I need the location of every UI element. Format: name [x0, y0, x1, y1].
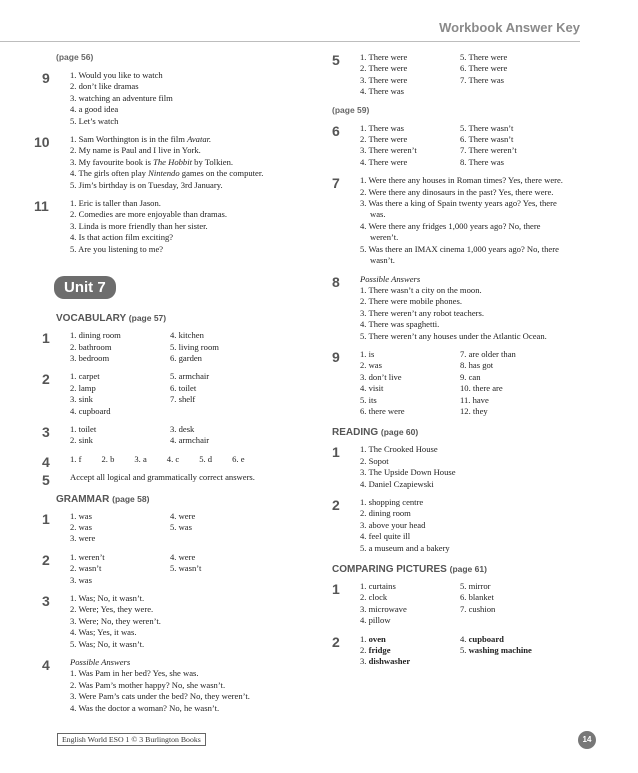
answer-line: 4. armchair: [170, 435, 210, 446]
answer-line: 2. wasn’t: [70, 563, 102, 574]
possible-answers-heading: Possible Answers: [70, 657, 131, 668]
answer-line: 4. pillow: [360, 615, 391, 626]
answer-line: weren’t.: [370, 232, 399, 243]
answer-item: 2. b: [101, 453, 115, 464]
exercise-number: 1: [42, 330, 50, 347]
answer-line: 7. There weren’t: [460, 145, 517, 156]
answer-line: 7. shelf: [170, 394, 196, 405]
answer-line: 4. Was; Yes, it was.: [70, 627, 137, 638]
answer-line: 2. dining room: [360, 508, 411, 519]
exercise-number: 5: [42, 472, 50, 489]
answer-line: 5. armchair: [170, 371, 210, 382]
answer-line: wasn’t.: [370, 255, 395, 266]
answer-line: 4. There was: [360, 86, 404, 97]
answer-line: 4. feel quite ill: [360, 531, 411, 542]
exercise-number: 5: [332, 52, 340, 68]
answer-line: 4. Were there any fridges 1,000 years ago? No, there: [360, 220, 541, 231]
exercise-11: [34, 198, 317, 255]
answer-line: 3. sink: [70, 394, 93, 405]
answer-line: 1. oven: [360, 633, 386, 644]
vocab-exercise-2: [42, 371, 317, 417]
answer-line: 2. was: [70, 521, 92, 532]
answer-line: 8. has got: [460, 360, 494, 371]
exercise-10: [34, 134, 317, 191]
answer-line: 5. Jim’s birthday is on Tuesday, 3rd January.: [70, 179, 223, 190]
exercise-8: [332, 274, 597, 342]
answer-line: 5. its: [360, 394, 377, 405]
comparing-exercise-2: [332, 634, 597, 668]
answer-line: 2. Comedies are more enjoyable than dramas.: [70, 209, 228, 220]
exercise-6: [332, 123, 597, 169]
answer-line: 3. There weren’t: [360, 145, 417, 156]
answer-line: 5. Was; No, it wasn’t.: [70, 638, 145, 649]
answer-line: 1. weren’t: [70, 551, 105, 562]
answer-line: 1. was: [70, 510, 92, 521]
answer-item: 1. f: [70, 453, 82, 464]
answer-line: 4. The girls often play Nintendo games on the computer.: [70, 168, 264, 179]
answer-line: 4. Daniel Czapiewski: [360, 478, 434, 489]
answer-line: 3. There weren’t any robot teachers.: [360, 307, 485, 318]
answer-line: 2. don’t like dramas: [70, 81, 139, 92]
answer-line: 1. Would you like to watch: [70, 70, 163, 80]
answer-line: 3. There were: [360, 74, 408, 85]
right-column: [332, 52, 597, 675]
answer-line: 11. have: [460, 394, 489, 405]
grammar-exercise-4: [42, 657, 317, 714]
answer-line: 7. are older than: [460, 348, 516, 359]
answer-line: 5. There were: [460, 52, 508, 62]
header-rule: [0, 41, 580, 42]
answer-line: 2. There were: [360, 134, 408, 145]
exercise-number: 10: [34, 134, 50, 151]
answer-line: 1. Sam Worthington is in the film Avatar.: [70, 134, 212, 145]
answer-line: 2. lamp: [70, 382, 96, 393]
answer-line: 1. There wasn’t a city on the moon.: [360, 284, 482, 295]
answer-line: 5. Was there an IMAX cinema 1,000 years ago? No, there: [360, 243, 559, 254]
reading-exercise-2: [332, 497, 597, 554]
answer-line: 3. Was there a king of Spain twenty years ago? Yes, there: [360, 198, 557, 209]
answer-line: 1. shopping centre: [360, 497, 424, 507]
comparing-exercise-1: [332, 581, 597, 627]
answer-line: 5. Let’s watch: [70, 115, 119, 126]
answer-line: 4. were: [170, 551, 196, 562]
answer-line: 3. dishwasher: [360, 656, 411, 667]
exercise-9: [332, 349, 597, 417]
answer-line: 5. living room: [170, 341, 219, 352]
vocab-exercise-4: [42, 453, 317, 470]
answer-line: 1. Was Pam in her bed? Yes, she was.: [70, 668, 199, 679]
answer-line: 5. was: [170, 521, 192, 532]
possible-answers-heading: Possible Answers: [360, 273, 421, 284]
answer-line: 8. There was: [460, 156, 504, 167]
answer-line: 4. There was spaghetti.: [360, 319, 440, 330]
answer-line: 5. Are you listening to me?: [70, 243, 164, 254]
page-ref: (page 59): [332, 104, 370, 115]
exercise-number: 2: [42, 371, 50, 388]
answer-line: 3. above your head: [360, 519, 426, 530]
answer-line: 2. Sopot: [360, 455, 389, 466]
answer-line: 2. There were mobile phones.: [360, 296, 462, 307]
answer-line: 4. visit: [360, 383, 384, 394]
answer-line: 3. desk: [170, 423, 195, 434]
answer-line: 3. Were; No, they weren’t.: [70, 615, 161, 626]
answer-line: 2. My name is Paul and I live in York.: [70, 145, 201, 156]
answer-line: 3. watching an adventure film: [70, 92, 173, 103]
exercise-number: 8: [332, 273, 340, 290]
answer-line: 2. There were: [360, 63, 408, 74]
unit-badge: Unit 7: [54, 276, 116, 299]
answer-line: 2. bathroom: [70, 341, 112, 352]
exercise-number: 4: [42, 453, 50, 470]
section-heading-vocabulary: VOCABULARY (page 57): [56, 313, 167, 325]
answer-line: 5. mirror: [460, 581, 491, 592]
answer-line: 3. bedroom: [70, 352, 110, 363]
exercise-number: 1: [332, 444, 340, 461]
answer-line: 5. There weren’t any houses under the Atlantic Ocean.: [360, 330, 547, 341]
answer-line: 2. was: [360, 360, 382, 371]
exercise-number: 2: [332, 497, 340, 513]
page-number: 14: [578, 731, 596, 749]
answer-line: 1. is: [360, 348, 375, 359]
answer-line: 3. Were Pam’s cats under the bed? No, they weren’t.: [70, 691, 250, 702]
answer-line: was.: [370, 209, 386, 220]
grammar-exercise-1: [42, 511, 317, 545]
answer-line: Accept all logical and grammatically correct answers.: [70, 472, 255, 483]
footer-credit: English World ESO 1 © 3 Burlington Books: [57, 733, 206, 746]
answer-line: 1. There were: [360, 52, 408, 62]
answer-line: 1. Eric is taller than Jason.: [70, 198, 161, 209]
grammar-exercise-2: [42, 552, 317, 586]
exercise-number: 6: [332, 122, 340, 139]
answer-line: 6. blanket: [460, 592, 494, 603]
answer-line: 5. a museum and a bakery: [360, 542, 450, 553]
answer-line: 5. There wasn’t: [460, 122, 514, 133]
exercise-number: 9: [332, 348, 340, 365]
answer-line: 6. toilet: [170, 382, 197, 393]
vocab-exercise-5: [42, 472, 317, 489]
answer-line: 1. carpet: [70, 371, 100, 382]
answer-line: 3. My favourite book is The Hobbit by Tolkien.: [70, 156, 234, 167]
answer-line: 2. fridge: [360, 645, 391, 656]
answer-line: 1. There was: [360, 122, 404, 133]
answer-line: 7. There was: [460, 74, 504, 85]
answer-line: 4. There were: [360, 156, 408, 167]
answer-line: 3. microwave: [360, 603, 407, 614]
exercise-number: 1: [42, 510, 50, 527]
answer-line: 3. was: [70, 574, 92, 585]
exercise-number: 2: [332, 633, 340, 650]
answer-item: 6. e: [232, 453, 245, 464]
vocab-exercise-1: [42, 330, 317, 364]
answer-line: 6. there were: [360, 405, 405, 416]
answer-line: 3. don’t live: [360, 371, 402, 382]
answer-line: 3. Linda is more friendly than her sister.: [70, 220, 208, 231]
answer-line: 7. cushion: [460, 603, 496, 614]
exercise-number: 3: [42, 423, 50, 440]
answer-line: 2. clock: [360, 592, 388, 603]
answer-item: 4. c: [166, 453, 180, 464]
answer-line: 5. wasn’t: [170, 563, 202, 574]
answer-line: 12. they: [460, 405, 488, 416]
answer-line: 1. dining room: [70, 330, 121, 341]
exercise-7: [332, 175, 597, 266]
answer-line: 6. There wasn’t: [460, 134, 514, 145]
section-heading-grammar: GRAMMAR (page 58): [56, 493, 150, 505]
answer-line: 1. The Crooked House: [360, 444, 438, 455]
answer-line: 5. washing machine: [460, 645, 532, 656]
answer-line: 4. a good idea: [70, 104, 119, 115]
answer-line: 1. Was; No, it wasn’t.: [70, 593, 145, 603]
answer-line: 2. Was Pam’s mother happy? No, she wasn’t.: [70, 679, 226, 690]
answer-line: 2. Were; Yes, they were.: [70, 604, 154, 615]
answer-line: 4. were: [170, 510, 196, 521]
exercise-number: 9: [42, 70, 50, 86]
exercise-number: 11: [34, 198, 49, 215]
answer-item: 5. d: [199, 453, 213, 464]
answer-item: 3. a: [134, 453, 147, 464]
exercise-number: 1: [332, 581, 340, 598]
section-heading-comparing-pictures: COMPARING PICTURES (page 61): [332, 564, 487, 576]
answer-line: 6. There were: [460, 63, 508, 74]
answer-line: 1. Were there any houses in Roman times? Yes, there were.: [360, 175, 563, 186]
exercise-9: [42, 70, 317, 127]
vocab-exercise-3: [42, 424, 317, 447]
answer-line: 6. garden: [170, 352, 202, 363]
answer-line: 3. were: [70, 533, 96, 544]
exercise-number: 7: [332, 175, 340, 192]
header-title: Workbook Answer Key: [439, 20, 580, 35]
reading-exercise-1: [332, 444, 597, 490]
answer-line: 1. toilet: [70, 423, 97, 434]
answer-line: 4. Was the doctor a woman? No, he wasn’t.: [70, 702, 220, 713]
left-column: [34, 52, 317, 721]
exercise-5: [332, 52, 597, 98]
page-ref: (page 56): [56, 52, 94, 62]
answer-line: 3. The Upside Down House: [360, 467, 456, 478]
answer-line: 2. sink: [70, 435, 93, 446]
exercise-number: 4: [42, 657, 50, 674]
grammar-exercise-3: [42, 593, 317, 650]
exercise-number: 2: [42, 551, 50, 568]
answer-line: 4. cupboard: [70, 405, 111, 416]
answer-line: 4. Is that action film exciting?: [70, 232, 174, 243]
answer-line: 9. can: [460, 371, 481, 382]
section-heading-reading: READING (page 60): [332, 427, 419, 439]
answer-line: 1. curtains: [360, 581, 396, 592]
answer-line: 4. kitchen: [170, 330, 204, 341]
answer-line: 4. cupboard: [460, 633, 504, 644]
answer-line: 10. there are: [460, 383, 503, 394]
answer-line: 2. Were there any dinosaurs in the past? Yes, there were.: [360, 186, 554, 197]
exercise-number: 3: [42, 593, 50, 609]
